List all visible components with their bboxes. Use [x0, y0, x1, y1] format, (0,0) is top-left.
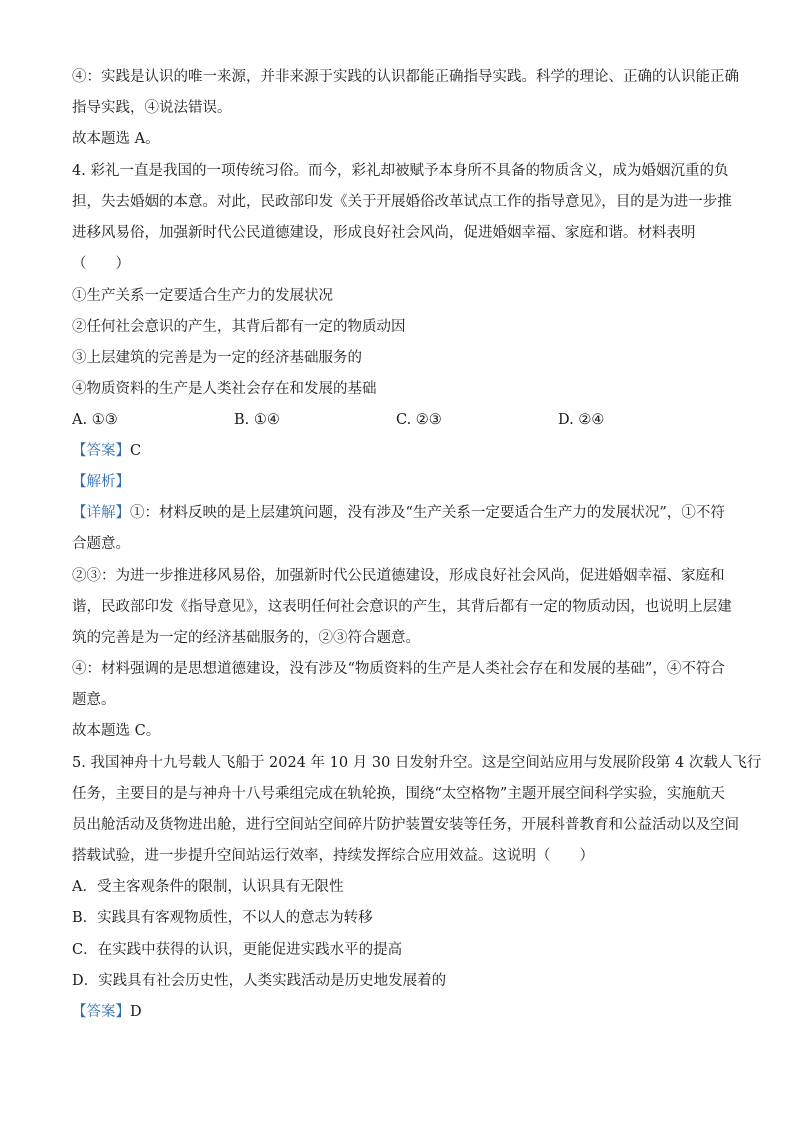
q4-detail-line: 题意。 [72, 692, 116, 708]
q5-answer-value: D [130, 1004, 142, 1020]
q4-detail-line: 合题意。 [72, 536, 130, 552]
q4-statement: ②任何社会意识的产生，其背后都有一定的物质动因 [72, 319, 406, 335]
q5-stem-line: 搭载试验，进一步提升空间站运行效率，持续发挥综合应用效益。这说明（ ） [72, 848, 594, 864]
analysis-tag: 【解析】 [72, 474, 130, 490]
q5-stem-line: 员出舱活动及货物进出舱，进行空间站空间碎片防护装置安装等任务，开展科普教育和公益活动以及空间 [72, 817, 739, 833]
q4-analysis-heading [72, 472, 130, 492]
q4-option-c: C. ②③ [396, 412, 442, 428]
q3-conclusion: 故本题选 A。 [72, 131, 160, 147]
q4-stem-line: 4. 彩礼一直是我国的一项传统习俗。而今，彩礼却被赋予本身所不具备的物质含义，成为婚姻沉重的负 [72, 163, 729, 179]
q4-detail-line: ②③：为进一步推进移风易俗，加强新时代公民道德建设，形成良好社会风尚，促进婚姻幸福、家庭和 [72, 568, 725, 584]
q3-analysis-line: ④：实践是认识的唯一来源，并非来源于实践的认识都能正确指导实践。科学的理论、正确的认识能正确 [72, 69, 739, 85]
q4-option-d: D. ②④ [558, 412, 605, 428]
q4-answer-value: C [130, 443, 142, 459]
q4-detail-line: 谐，民政部印发《指导意见》，这表明任何社会意识的产生，其背后都有一定的物质动因，也说明上层建 [72, 599, 732, 615]
q4-answer-blank: （ ） [72, 256, 130, 272]
q3-analysis-line: 指导实践，④说法错误。 [72, 100, 232, 116]
q5-answer [72, 1002, 142, 1022]
q5-option-b: B．实践具有客观物质性，不以人的意志为转移 [72, 910, 373, 926]
q5-option-c: C．在实践中获得的认识，更能促进实践水平的提高 [72, 942, 403, 958]
q4-conclusion: 故本题选 C。 [72, 723, 161, 739]
q4-statement: ③上层建筑的完善是为一定的经济基础服务的 [72, 350, 362, 366]
q4-statement: ①生产关系一定要适合生产力的发展状况 [72, 288, 333, 304]
q4-option-a: A. ①③ [72, 412, 118, 428]
answer-tag: 【答案】 [72, 443, 130, 459]
q5-option-a: A．受主客观条件的限制，认识具有无限性 [72, 879, 344, 895]
q4-detail-line: 筑的完善是为一定的经济基础服务的，②③符合题意。 [72, 630, 420, 646]
q5-stem-line: 任务，主要目的是与神舟十八号乘组完成在轨轮换，围绕“太空格物”主题开展空间科学实验，实施航天 [72, 786, 725, 802]
q4-detail-text: ①：材料反映的是上层建筑问题，没有涉及“生产关系一定要适合生产力的发展状况”，①不符 [130, 505, 725, 521]
answer-tag: 【答案】 [72, 1004, 130, 1020]
q4-detail-line [72, 503, 725, 523]
q4-statement: ④物质资料的生产是人类社会存在和发展的基础 [72, 381, 377, 397]
q4-detail-line: ④：材料强调的是思想道德建设，没有涉及“物质资料的生产是人类社会存在和发展的基础”，④不符合 [72, 661, 725, 677]
q4-stem-line: 担，失去婚姻的本意。对此，民政部印发《关于开展婚俗改革试点工作的指导意见》，目的是为进一步推 [72, 194, 732, 210]
detail-tag: 【详解】 [72, 505, 130, 521]
q5-option-d: D．实践具有社会历史性，人类实践活动是历史地发展着的 [72, 973, 447, 989]
q4-option-b: B. ①④ [234, 412, 280, 428]
q4-answer [72, 441, 141, 461]
q5-stem-line: 5. 我国神舟十九号载人飞船于 2024 年 10 月 30 日发射升空。这是空间站应用与发展阶段第 4 次载人飞行 [72, 755, 762, 771]
q4-stem-line: 进移风易俗，加强新时代公民道德建设，形成良好社会风尚，促进婚姻幸福、家庭和谐。材料表明 [72, 225, 696, 241]
